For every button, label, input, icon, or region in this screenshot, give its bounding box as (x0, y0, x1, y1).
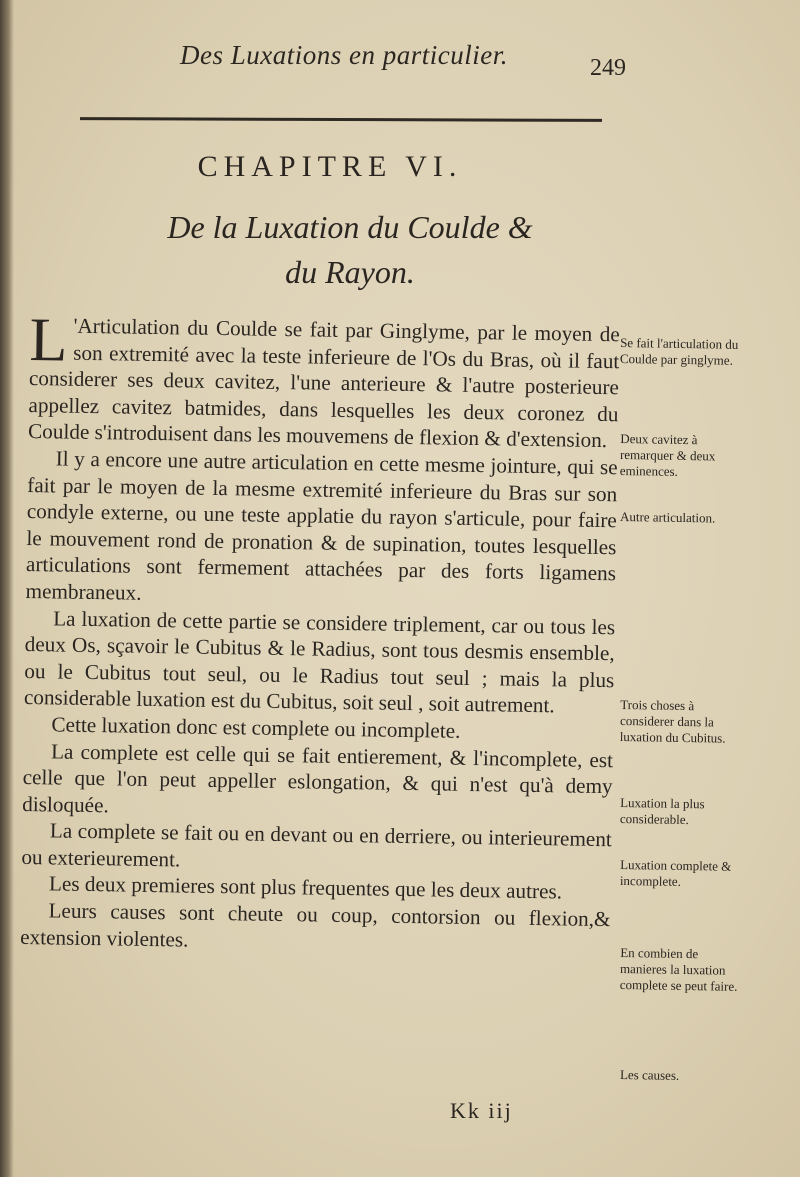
margin-note: Luxation la plus considerable. (619, 794, 705, 828)
chapter-title-line-2: du Rayon. (285, 254, 415, 290)
paragraph: La luxation de cette partie se considere triplement, car ou tous les deux Os, sçavoir le Cubitus & le Radius, sont tous desmis ensemble, ou le Cubitus tout seul, ou le Radius tout seul ; mais la plus considerable luxation est du Cubitus, soit seul , soit autrement. (23, 605, 616, 718)
chapter-title (110, 205, 590, 295)
drop-cap: L (29, 306, 68, 375)
main-text (19, 306, 620, 959)
margin-note: Luxation complete & incomplete. (619, 856, 732, 889)
signature-mark: Kk iij (450, 1098, 513, 1123)
margin-note: Se fait l'articulation du Coulde par ginglyme. (619, 334, 739, 368)
paragraph: Il y a encore une autre articulation en cette mesme jointure, qui se fait par le moyen de la mesme extremité inferieure du Bras sur son condyle externe, ou une teste applatie du rayon s'articule, pour faire le mouvement rond de pronation & de supination, toutes lesquelles articulations sont fermement attachées par des forts ligamens membraneux. (25, 446, 618, 605)
running-title: Des Luxations en particulier. (180, 40, 508, 70)
chapter-heading: CHAPITRE VI. (197, 150, 463, 183)
margin-note: Autre articulation. (619, 508, 716, 526)
page-number: 249 (590, 55, 626, 81)
margin-note: Les causes. (619, 1066, 680, 1083)
margin-note: Deux cavitez à remarquer & deux eminences. (619, 430, 716, 479)
paragraph: Cette luxation donc est complete ou incomplete. (51, 712, 461, 743)
paragraph: La complete se fait ou en devant ou en derriere, ou interieurement ou exterieurement. (21, 818, 612, 872)
chapter-title-line-1: De la Luxation du Coulde & (167, 209, 533, 245)
paragraph: Les deux premieres sont plus frequentes que les deux autres. (48, 871, 563, 904)
header-rule (80, 117, 602, 122)
paragraph (27, 306, 620, 454)
paragraph: Leurs causes sont cheute ou coup, contorsion ou flexion,& extension violentes. (19, 898, 611, 952)
margin-note: En combien de manieres la luxation complete se peut faire. (619, 944, 738, 994)
margin-note: Trois choses à considerer dans la luxation du Cubitus. (619, 696, 726, 746)
paragraph: La complete est celle qui se fait entierement, & l'incomplete, est celle que l'on peut appeller eslongation, & qui n'est qu'à demy disloquée. (22, 738, 614, 817)
paragraph-text: 'Articulation du Coulde se fait par Ginglyme, par le moyen de son extremité avec la teste inferieure de l'Os du Bras, où il faut considerer ses deux cavitez, l'une anterieure & l'autre posterieure appellez cavitez batmides, dans lesquelles les deux coronez du Coulde s'introduisent dans les mouvemens de flexion & d'extension. (27, 313, 620, 453)
